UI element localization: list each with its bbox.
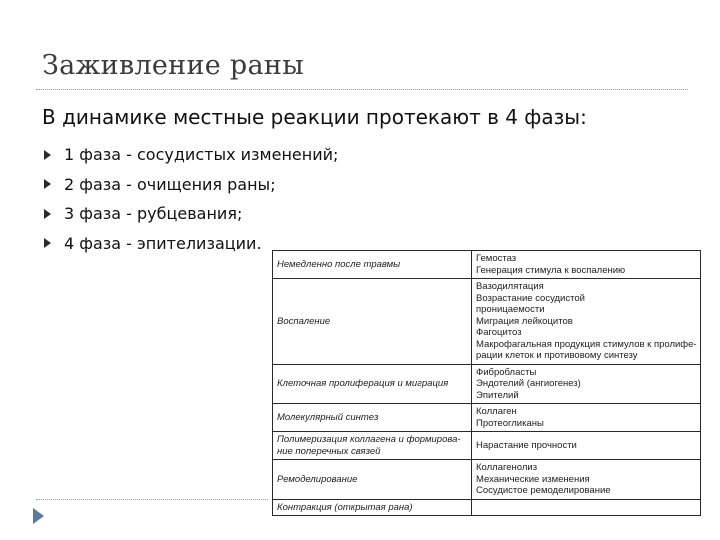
table-row <box>273 404 701 432</box>
process-cell <box>472 251 701 279</box>
process-cell <box>472 432 701 460</box>
slide-subtitle: В динамике местные реакции протекают в 4 фазы: <box>42 105 587 129</box>
process-cell <box>472 499 701 516</box>
cell-text: Фибробласты <box>476 366 537 378</box>
cell-text: проницаемости <box>476 304 545 315</box>
cell-text: Контракция (открытая рана) <box>277 501 413 513</box>
title-divider <box>36 89 688 90</box>
cell-text: Эндотелий (ангиогенез) <box>476 378 581 389</box>
process-cell <box>472 279 701 365</box>
cell-text: Сосудистое ремоделирование <box>476 485 611 496</box>
stage-cell <box>273 251 472 279</box>
slide-title: Заживление раны <box>42 50 305 81</box>
cell-text: Клеточная пролиферация и миграция <box>277 378 449 389</box>
cell-text: рации клеток и противовому синтезу <box>476 350 638 361</box>
cell-text: ние поперечных связей <box>277 445 381 457</box>
process-cell <box>472 364 701 404</box>
cell-text: Полимеризация коллагена и формирова- <box>277 434 461 445</box>
list-item <box>44 170 338 200</box>
table-row <box>273 432 701 460</box>
cell-text: Немедленно после травмы <box>277 258 401 270</box>
stage-cell <box>273 499 472 516</box>
stage-cell <box>273 404 472 432</box>
table-row <box>273 251 701 279</box>
cell-text: Нарастание прочности <box>476 439 577 451</box>
cell-text: Молекулярный синтез <box>277 411 379 423</box>
list-item-text: 2 фаза - очищения раны; <box>64 174 276 194</box>
cell-text: Гемостаз <box>476 253 517 264</box>
list-item-text: 4 фаза - эпителизации. <box>64 233 262 253</box>
list-item-text: 3 фаза - рубцевания; <box>64 204 243 224</box>
next-slide-arrow-icon[interactable] <box>33 508 44 524</box>
cell-text: Миграция лейкоцитов <box>476 315 573 327</box>
stage-cell <box>273 279 472 365</box>
bullet-arrow-icon <box>44 179 51 189</box>
footer-divider <box>36 499 268 500</box>
bullet-arrow-icon <box>44 150 51 160</box>
stage-cell <box>273 364 472 404</box>
cell-text: Протеогликаны <box>476 417 544 429</box>
wound-healing-table <box>272 250 701 516</box>
cell-text: Механические изменения <box>476 473 590 485</box>
table-row <box>273 460 701 500</box>
process-cell <box>472 460 701 500</box>
table-row <box>273 499 701 516</box>
cell-text: Ремоделирование <box>277 473 358 485</box>
stage-cell <box>273 460 472 500</box>
phase-list <box>44 140 338 258</box>
cell-text: Генерация стимула к воспалению <box>476 264 626 276</box>
list-item <box>44 140 338 170</box>
cell-text: Вазодилятация <box>476 281 544 292</box>
bullet-arrow-icon <box>44 238 51 248</box>
cell-text: Коллагенолиз <box>476 462 538 473</box>
cell-text: Коллаген <box>476 406 517 417</box>
list-item <box>44 199 338 229</box>
bullet-arrow-icon <box>44 209 51 219</box>
cell-text: Возрастание сосудистой <box>476 292 585 304</box>
cell-text: Воспаление <box>277 315 331 327</box>
list-item-text: 1 фаза - сосудистых изменений; <box>64 145 339 165</box>
cell-text: Фагоцитоз <box>476 327 522 338</box>
table-row <box>273 279 701 365</box>
table-row <box>273 364 701 404</box>
stage-cell <box>273 432 472 460</box>
process-cell <box>472 404 701 432</box>
cell-text: Эпителий <box>476 389 519 401</box>
cell-text: Макрофагальная продукция стимулов к пролифе- <box>476 338 697 350</box>
